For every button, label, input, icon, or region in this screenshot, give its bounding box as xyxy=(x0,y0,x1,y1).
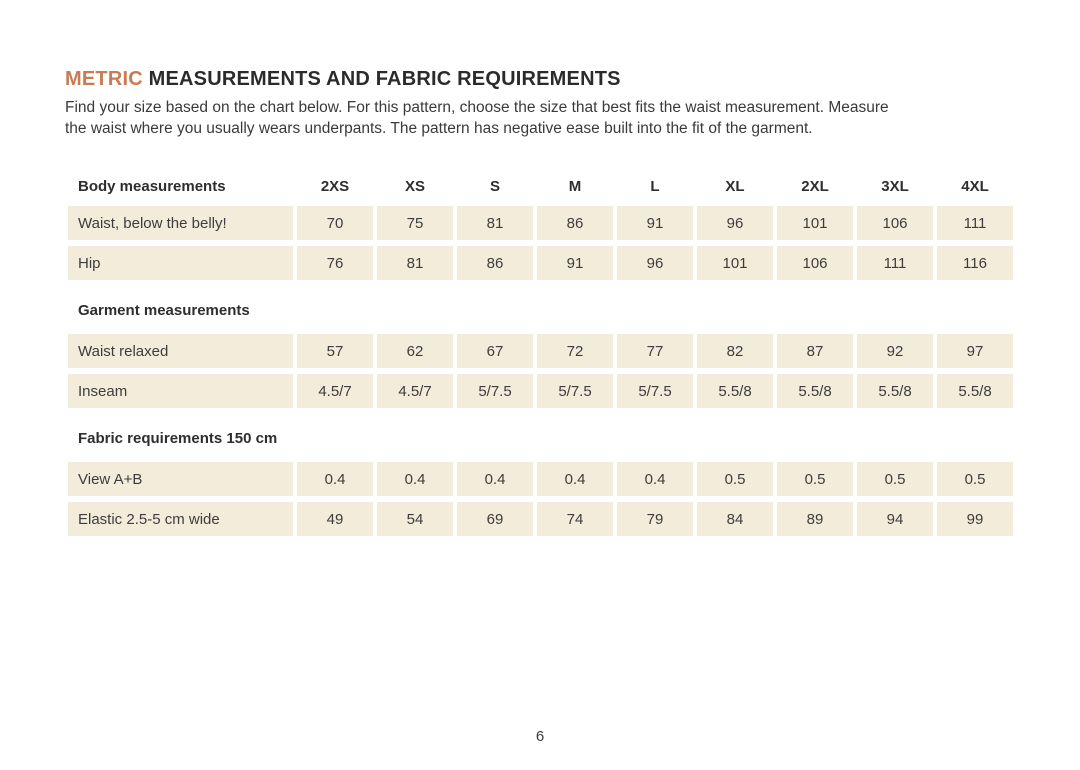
value-cell: 67 xyxy=(457,334,533,368)
page-title-rest: MEASUREMENTS AND FABRIC REQUIREMENTS xyxy=(142,68,621,90)
value-cell: 106 xyxy=(857,206,933,240)
value-cell: 81 xyxy=(457,206,533,240)
row-label: Inseam xyxy=(68,374,293,408)
value-cell: 0.4 xyxy=(537,462,613,496)
page-title xyxy=(65,68,1015,91)
value-cell: 89 xyxy=(777,502,853,536)
value-cell: 5.5/8 xyxy=(697,374,773,408)
row-label: View A+B xyxy=(68,462,293,496)
value-cell: 99 xyxy=(937,502,1013,536)
page-title-accent: METRIC xyxy=(65,68,143,90)
table-header-row xyxy=(68,172,1013,200)
value-cell: 106 xyxy=(777,246,853,280)
value-cell: 84 xyxy=(697,502,773,536)
value-cell: 0.5 xyxy=(697,462,773,496)
intro-text xyxy=(65,97,1015,139)
intro-line-2: the waist where you usually wears underpants. The pattern has negative ease built into the fit of the garment. xyxy=(65,120,813,137)
value-cell: 111 xyxy=(937,206,1013,240)
section-header: Garment measurements xyxy=(78,301,250,319)
value-cell: 92 xyxy=(857,334,933,368)
value-cell: 5/7.5 xyxy=(457,374,533,408)
value-cell: 5.5/8 xyxy=(937,374,1013,408)
value-cell: 101 xyxy=(697,246,773,280)
size-column-header-l: L xyxy=(650,177,660,195)
section-header: Fabric requirements 150 cm xyxy=(78,429,278,447)
table-row xyxy=(68,246,1013,280)
value-cell: 0.5 xyxy=(777,462,853,496)
row-label: Hip xyxy=(68,246,293,280)
value-cell: 57 xyxy=(297,334,373,368)
size-column-header-2xl: 2XL xyxy=(801,177,829,195)
table-row xyxy=(68,502,1013,536)
table-row xyxy=(68,334,1013,368)
value-cell: 0.4 xyxy=(297,462,373,496)
size-column-header-2xs: 2XS xyxy=(320,177,350,195)
value-cell: 0.5 xyxy=(857,462,933,496)
value-cell: 72 xyxy=(537,334,613,368)
value-cell: 82 xyxy=(697,334,773,368)
table-row xyxy=(68,206,1013,240)
value-cell: 5/7.5 xyxy=(537,374,613,408)
value-cell: 0.4 xyxy=(617,462,693,496)
value-cell: 111 xyxy=(857,246,933,280)
column-header-label: Body measurements xyxy=(78,177,226,195)
value-cell: 86 xyxy=(457,246,533,280)
table-row xyxy=(68,462,1013,496)
value-cell: 79 xyxy=(617,502,693,536)
value-cell: 49 xyxy=(297,502,373,536)
size-column-header-4xl: 4XL xyxy=(961,177,989,195)
value-cell: 97 xyxy=(937,334,1013,368)
size-column-header-3xl: 3XL xyxy=(881,177,909,195)
row-label: Elastic 2.5-5 cm wide xyxy=(68,502,293,536)
value-cell: 94 xyxy=(857,502,933,536)
value-cell: 116 xyxy=(937,246,1013,280)
value-cell: 70 xyxy=(297,206,373,240)
value-cell: 77 xyxy=(617,334,693,368)
value-cell: 75 xyxy=(377,206,453,240)
value-cell: 101 xyxy=(777,206,853,240)
value-cell: 76 xyxy=(297,246,373,280)
value-cell: 69 xyxy=(457,502,533,536)
value-cell: 87 xyxy=(777,334,853,368)
intro-line-1: Find your size based on the chart below. For this pattern, choose the size that best fits the waist measurement. Measure xyxy=(65,99,889,116)
page-number: 6 xyxy=(535,728,545,745)
value-cell: 5.5/8 xyxy=(777,374,853,408)
measurement-table xyxy=(68,172,1013,542)
value-cell: 81 xyxy=(377,246,453,280)
value-cell: 86 xyxy=(537,206,613,240)
value-cell: 0.4 xyxy=(377,462,453,496)
value-cell: 5.5/8 xyxy=(857,374,933,408)
value-cell: 91 xyxy=(617,206,693,240)
value-cell: 0.5 xyxy=(937,462,1013,496)
value-cell: 62 xyxy=(377,334,453,368)
size-column-header-s: S xyxy=(489,177,500,195)
row-label: Waist relaxed xyxy=(68,334,293,368)
size-column-header-xs: XS xyxy=(404,177,425,195)
value-cell: 96 xyxy=(617,246,693,280)
value-cell: 54 xyxy=(377,502,453,536)
row-label: Waist, below the belly! xyxy=(68,206,293,240)
value-cell: 0.4 xyxy=(457,462,533,496)
value-cell: 5/7.5 xyxy=(617,374,693,408)
value-cell: 74 xyxy=(537,502,613,536)
value-cell: 4.5/7 xyxy=(377,374,453,408)
value-cell: 4.5/7 xyxy=(297,374,373,408)
size-column-header-m: M xyxy=(568,177,582,195)
size-column-header-xl: XL xyxy=(725,177,745,195)
page-header-block xyxy=(65,68,1015,139)
value-cell: 96 xyxy=(697,206,773,240)
value-cell: 91 xyxy=(537,246,613,280)
table-row xyxy=(68,374,1013,408)
